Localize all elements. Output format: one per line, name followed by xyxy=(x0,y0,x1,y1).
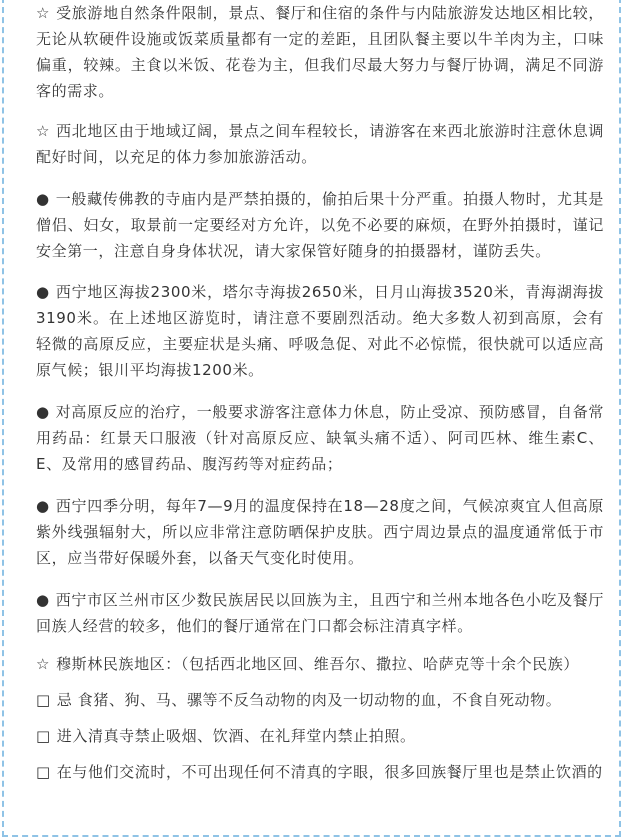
paragraph-text: 西北地区由于地域辽阔，景点之间车程较长，请游客在来西北旅游时注意休息调配好时间，以充足的体力参加旅游活动。 xyxy=(36,122,604,166)
star-marker-icon: ☆ xyxy=(36,122,51,140)
paragraph-text: 在与他们交流时，不可出现任何不清真的字眼，很多回族餐厅里也是禁止饮酒的 xyxy=(56,763,603,781)
checkbox-marker-icon: □ xyxy=(36,727,51,745)
bullet-marker-icon: ● xyxy=(36,190,50,208)
bullet-marker-icon: ● xyxy=(36,403,50,421)
travel-notes xyxy=(36,0,604,785)
paragraph-muslim-regions xyxy=(36,651,604,677)
bullet-marker-icon: ● xyxy=(36,283,50,301)
paragraph-photography xyxy=(36,186,604,264)
paragraph-text: 忌 食猪、狗、马、骡等不反刍动物的肉及一切动物的血，不食自死动物。 xyxy=(56,691,562,709)
paragraph-food-taboo xyxy=(36,687,604,713)
star-marker-icon: ☆ xyxy=(36,655,51,673)
checkbox-marker-icon: □ xyxy=(36,691,51,709)
paragraph-climate xyxy=(36,493,604,571)
paragraph-text: 穆斯林民族地区：（包括西北地区回、维吾尔、撒拉、哈萨克等十余个民族） xyxy=(56,655,579,673)
paragraph-text: 进入清真寺禁止吸烟、饮酒、在礼拜堂内禁止拍照。 xyxy=(56,727,416,745)
paragraph-altitude-treatment xyxy=(36,399,604,477)
paragraph-travel-time xyxy=(36,118,604,170)
bullet-marker-icon: ● xyxy=(36,497,50,515)
paragraph-food xyxy=(36,0,604,104)
paragraph-altitude xyxy=(36,279,604,383)
paragraph-mosque-rules xyxy=(36,723,604,749)
paragraph-text: 西宁地区海拔2300米，塔尔寺海拔2650米，日月山海拔3520米，青海湖海拔3190米。在上述地区游览时，请注意不要剧烈活动。绝大多数人初到高原，会有轻微的高原反应，主要症状是头痛、呼吸急促、对此不必惊慌，很快就可以适应高原气候；银川平均海拔1200米。 xyxy=(36,283,604,379)
paragraph-text: 西宁四季分明，每年7—9月的温度保持在18—28度之间，气候凉爽宜人但高原紫外线强辐射大，所以应非常注意防晒保护皮肤。西宁周边景点的温度通常低于市区，应当带好保暖外套，以备天气变化时使用。 xyxy=(36,497,604,567)
paragraph-text: 一般藏传佛教的寺庙内是严禁拍摄的，偷拍后果十分严重。拍摄人物时，尤其是僧侣、妇女，取景前一定要经对方允许，以免不必要的麻烦，在野外拍摄时，谨记安全第一，注意自身身体状况，请大家保管好随身的拍摄器材，谨防丢失。 xyxy=(36,190,604,260)
paragraph-ethnic-restaurants xyxy=(36,587,604,639)
paragraph-text: 受旅游地自然条件限制，景点、餐厅和住宿的条件与内陆旅游发达地区相比较，无论从软硬件设施或饭菜质量都有一定的差距，且团队餐主要以牛羊肉为主，口味偏重，较辣。主食以米饭、花卷为主，但我们尽最大努力与餐厅协调，满足不同游客的需求。 xyxy=(36,4,604,100)
star-marker-icon: ☆ xyxy=(36,4,51,22)
paragraph-text: 对高原反应的治疗，一般要求游客注意体力休息，防止受凉、预防感冒，自备常用药品：红景天口服液（针对高原反应、缺氧头痛不适）、阿司匹林、维生素C、E、及常用的感冒药品、腹泻药等对症药品； xyxy=(36,403,604,473)
paragraph-communication xyxy=(36,759,604,785)
paragraph-text: 西宁市区兰州市区少数民族居民以回族为主，且西宁和兰州本地各色小吃及餐厅回族人经营的较多，他们的餐厅通常在门口都会标注清真字样。 xyxy=(36,591,604,635)
checkbox-marker-icon: □ xyxy=(36,763,51,781)
bullet-marker-icon: ● xyxy=(36,591,50,609)
